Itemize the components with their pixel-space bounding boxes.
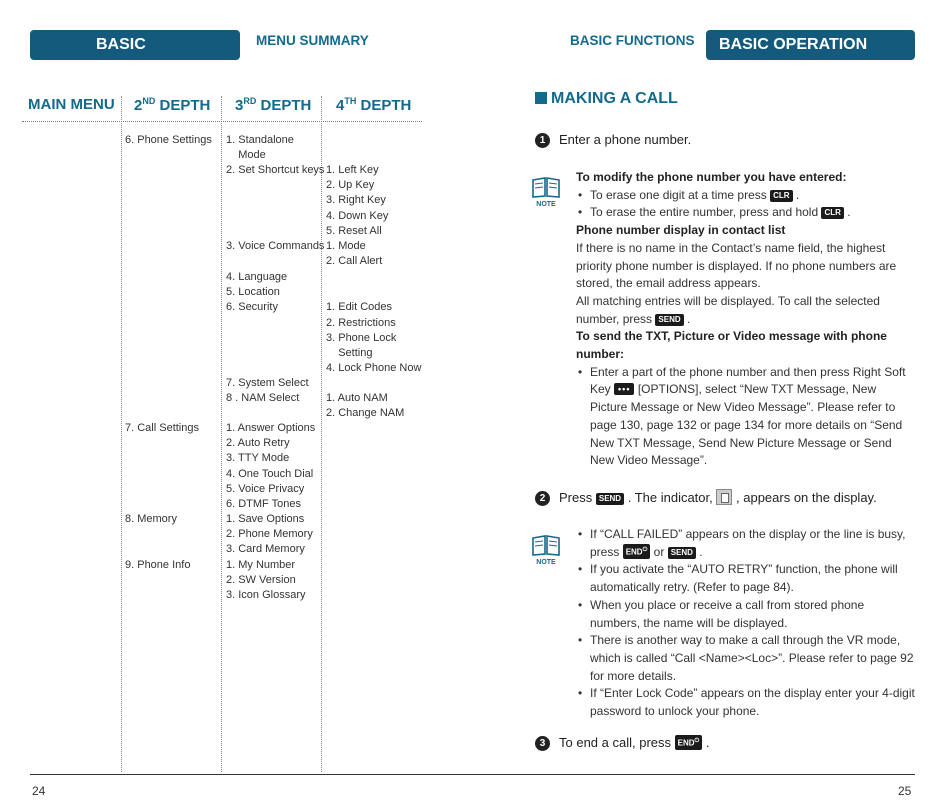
- menu-3rd-depth: 4. Language 5. Location 6. Security: [226, 271, 288, 314]
- section-title: MAKING A CALL: [535, 90, 678, 108]
- menu-4th-depth: 1. Edit Codes 2. Restrictions 3. Phone Lock Setting 4. Lock Phone Now: [326, 301, 422, 375]
- step-number-icon: 3: [535, 736, 550, 751]
- column-divider: [121, 96, 122, 772]
- note-paragraph: If there is no name in the Contact’s name field, the highest priority phone number is displayed. If no phone numbers are stored, the email address appears.: [576, 240, 897, 291]
- note-bullet: • If you activate the “AUTO RETRY” function, the phone will automatically retry. (Refer to page 84).: [576, 561, 916, 596]
- header-tab-left: BASIC OPERATION: [30, 30, 240, 60]
- header-tab-right: BASIC OPERATION: [706, 30, 915, 60]
- step-3: 3 To end a call, press END⏻ .: [535, 735, 710, 751]
- menu-3rd-depth: 1. Answer Options 2. Auto Retry 3. TTY Mode 4. One Touch Dial 5. Voice Privacy 6. DTMF Tones: [226, 422, 316, 511]
- note-bullet: • Enter a part of the phone number and then press Right Soft Key ••• [OPTIONS], select “New TXT Message, New Picture Message or New Video Message”. Please refer to page 130, page 132 or page 134 for more details on “Send New TXT Message, Send New Picture Message or Send New Video Message”.: [576, 364, 916, 470]
- note-heading: Phone number display in contact list: [576, 223, 786, 238]
- menu-3rd-depth: 3. Voice Commands: [226, 240, 325, 252]
- step-2: 2 Press SEND . The indicator, , appears on the display.: [535, 489, 877, 506]
- menu-2nd-depth: 7. Call Settings: [125, 422, 199, 434]
- menu-4th-depth: 1. Auto NAM 2. Change NAM: [326, 392, 405, 420]
- end-key-icon: END⏻: [623, 544, 651, 559]
- note-2: [576, 526, 916, 721]
- page-number-left: 24: [32, 784, 46, 798]
- step-number-icon: 1: [535, 133, 550, 148]
- column-divider: [321, 96, 322, 772]
- call-indicator-icon: [716, 489, 732, 505]
- menu-3rd-depth: 7. System Select 8 . NAM Select: [226, 377, 309, 405]
- note-heading: To modify the phone number you have entered:: [576, 170, 847, 184]
- note-bullet: • When you place or receive a call from stored phone numbers, the name will be displayed.: [576, 597, 916, 632]
- menu-4th-depth: 1. Mode 2. Call Alert: [326, 240, 383, 268]
- note-book-icon: [530, 534, 562, 566]
- note-bullet: • There is another way to make a call through the VR mode, which is called “Call <Name><Loc>”. Please refer to page 92 for more details.: [576, 632, 916, 685]
- note-paragraph: All matching entries will be displayed. To call the selected number, press SEND .: [576, 293, 880, 326]
- basic-functions-title: BASIC FUNCTIONS: [570, 33, 695, 48]
- menu-3rd-depth: 1. Standalone Mode: [226, 134, 294, 162]
- square-bullet-icon: [535, 92, 547, 104]
- end-key-icon: END⏻: [675, 735, 703, 750]
- note-bullet: • If “Enter Lock Code” appears on the display enter your 4-digit password to unlock your phone.: [576, 685, 916, 720]
- footer-rule: [30, 774, 915, 775]
- menu-3rd-depth: 1. Save Options 2. Phone Memory 3. Card Memory: [226, 513, 313, 556]
- menu-3rd-depth: 2. Set Shortcut keys: [226, 164, 325, 176]
- column-divider: [221, 96, 222, 772]
- note-book-icon: [530, 176, 562, 208]
- note-heading: To send the TXT, Picture or Video message with phone number:: [576, 329, 887, 362]
- note-1: [576, 169, 916, 470]
- menu-4th-depth: 1. Left Key 2. Up Key 3. Right Key 4. Down Key 5. Reset All: [326, 164, 389, 237]
- step-number-icon: 2: [535, 491, 550, 506]
- clr-key-icon: CLR: [821, 207, 843, 219]
- page-number-right: 25: [898, 784, 912, 798]
- col-header-main-menu: MAIN MENU: [28, 96, 115, 113]
- note-bullet: • To erase one digit at a time press CLR .: [576, 187, 916, 205]
- send-key-icon: SEND: [596, 493, 624, 505]
- menu-3rd-depth: 1. My Number 2. SW Version 3. Icon Glossary: [226, 559, 306, 602]
- menu-2nd-depth: 9. Phone Info: [125, 559, 191, 571]
- note-bullet: • To erase the entire number, press and hold CLR .: [576, 204, 916, 222]
- soft-key-icon: •••: [614, 383, 634, 395]
- clr-key-icon: CLR: [770, 190, 792, 202]
- menu-2nd-depth: 8. Memory: [125, 513, 177, 525]
- note-bullet: • If “CALL FAILED” appears on the display or the line is busy, press END⏻ or SEND .: [576, 526, 916, 561]
- col-header-4th-depth: 4TH DEPTH: [336, 96, 412, 114]
- send-key-icon: SEND: [668, 547, 696, 559]
- note-label: NOTE: [536, 201, 556, 208]
- menu-2nd-depth: 6. Phone Settings: [125, 134, 212, 146]
- col-header-2nd-depth: 2ND DEPTH: [134, 96, 211, 114]
- send-key-icon: SEND: [655, 314, 683, 326]
- step-1: 1 Enter a phone number.: [535, 132, 691, 148]
- menu-summary-title: MENU SUMMARY: [256, 33, 369, 48]
- col-header-3rd-depth: 3RD DEPTH: [235, 96, 312, 114]
- header-divider: [22, 121, 422, 122]
- note-label: NOTE: [536, 559, 556, 566]
